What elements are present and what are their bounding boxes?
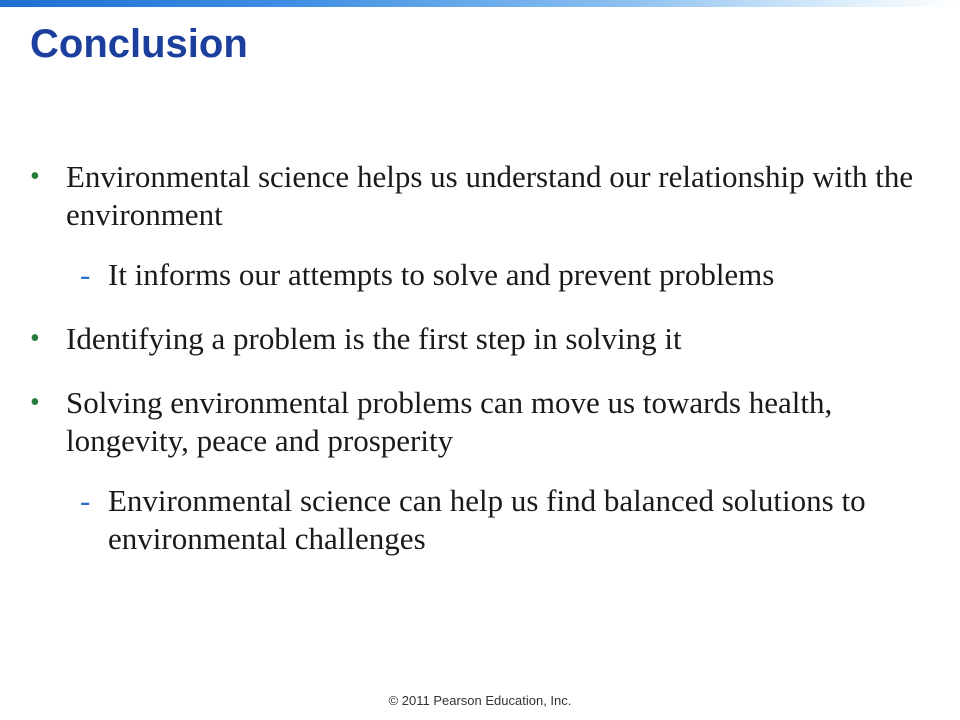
bullet-text: Environmental science helps us understand our relationship with the environment [66, 159, 914, 232]
sub-bullet-item [30, 482, 930, 558]
sub-bullet-text: Environmental science can help us find balanced solutions to environmental challenges [108, 483, 866, 556]
sub-bullet-text: It informs our attempts to solve and prevent problems [108, 257, 775, 292]
bullet-text: Solving environmental problems can move us towards health, longevity, peace and prosperity [66, 385, 833, 458]
dash-marker: - [80, 257, 91, 292]
bullet-item [30, 384, 930, 460]
bullet-item [30, 158, 930, 234]
bullet-marker: • [30, 323, 40, 354]
slide-title: Conclusion [30, 22, 248, 66]
bullet-marker: • [30, 387, 40, 418]
bullet-text: Identifying a problem is the first step in solving it [66, 321, 682, 356]
sub-bullet-item [30, 256, 930, 294]
top-gradient-bar [0, 0, 960, 7]
copyright-footer: © 2011 Pearson Education, Inc. [388, 693, 572, 708]
dash-marker: - [80, 483, 91, 518]
bullet-marker: • [30, 161, 40, 192]
bullet-item [30, 320, 930, 358]
bullet-list [30, 158, 930, 558]
